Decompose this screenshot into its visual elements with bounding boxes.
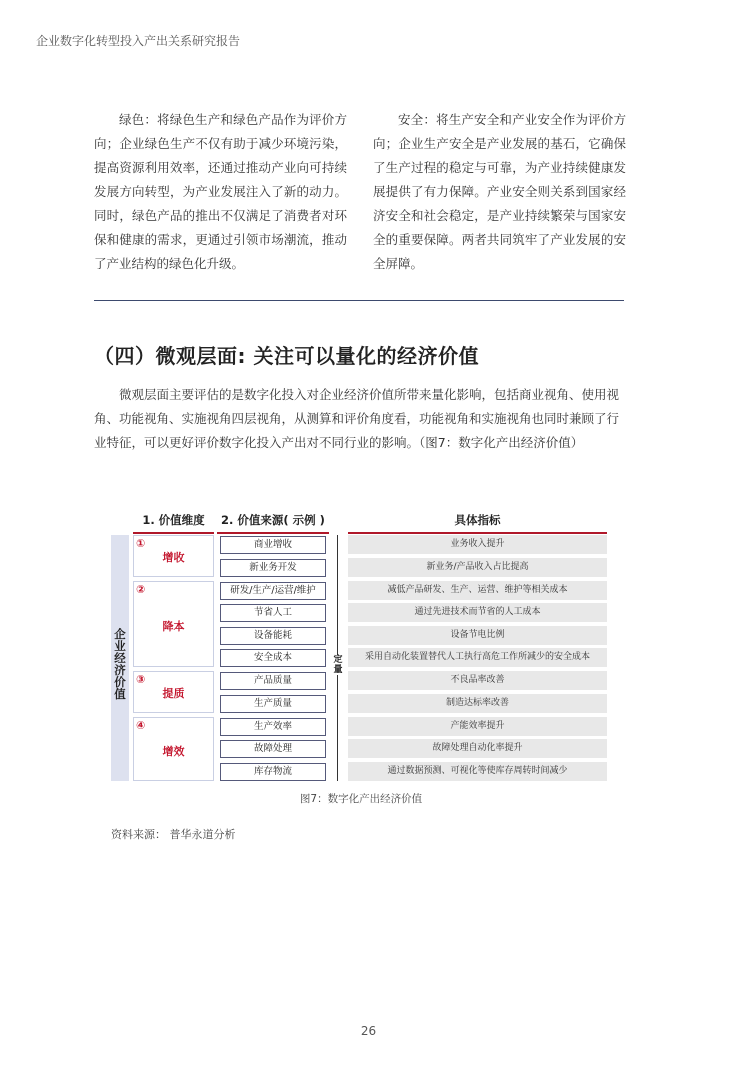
side-label: 企业经济价值: [114, 627, 126, 701]
group-reduce-cost: [133, 581, 214, 667]
group-increase-revenue: [133, 535, 214, 577]
source-box: 库存物流: [220, 763, 326, 781]
indicator-row: 减低产品研发、生产、运营、维护等相关成本: [348, 581, 607, 600]
section-heading: （四）微观层面: 关注可以量化的经济价值: [94, 344, 479, 368]
source-box: 新业务开发: [220, 559, 326, 577]
indicator-row: 采用自动化装置替代人工执行高危工作所减少的安全成本: [348, 648, 607, 667]
section-body: [94, 383, 630, 455]
group-number: ①: [136, 537, 146, 550]
group-label: 增效: [162, 745, 185, 758]
indicator-row: 通过先进技术而节省的人工成本: [348, 603, 607, 622]
running-header: 企业数字化转型投入产出关系研究报告: [36, 34, 241, 48]
group-number: ③: [136, 673, 146, 686]
page-number: 26: [360, 1024, 377, 1038]
source-box: 生产效率: [220, 718, 326, 736]
group-number: ④: [136, 719, 146, 732]
indicator-row: 通过数据预测、可视化等使库存周转时间减少: [348, 762, 607, 781]
source-box: 节省人工: [220, 604, 326, 622]
figure-economic-value: [111, 510, 611, 805]
section-paragraph: 微观层面主要评估的是数字化投入对企业经济价值所带来量化影响，包括商业视角、使用视角、功能视角、实施视角四层视角，从测算和评价角度看，功能视角和实施视角也同时兼顾了行业特征，可以更好评价数字化投入产出对不同行业的影响。（图7：数字化产出经济价值）: [94, 387, 620, 450]
left-column: [94, 108, 347, 276]
source-box: 故障处理: [220, 740, 326, 758]
group-label: 提质: [162, 687, 185, 700]
right-column: [373, 108, 626, 276]
indicator-row: 新业务/产品收入占比提高: [348, 558, 607, 577]
source-box: 商业增收: [220, 536, 326, 554]
quant-label: 定量: [333, 655, 343, 675]
source-note: 资料来源： 普华永道分析: [111, 828, 236, 841]
header-indicator: 具体指标: [348, 510, 607, 534]
group-number: ②: [136, 583, 146, 596]
source-box: 研发/生产/运营/维护: [220, 582, 326, 600]
safety-paragraph: 安全：将生产安全和产业安全作为评价方向；企业生产安全是产业发展的基石，它确保了生产过程的稳定与可靠，为产业持续健康发展提供了有力保障。产业安全则关系到国家经济安全和社会稳定，是产业持续繁荣与国家安全的重要保障。两者共同筑牢了产业发展的安全屏障。: [373, 112, 626, 271]
source-box: 设备能耗: [220, 627, 326, 645]
section-divider: [94, 300, 624, 301]
header-dimension: 1. 价值维度: [133, 510, 214, 534]
figure-caption: 图7：数字化产出经济价值: [299, 793, 423, 805]
source-box: 产品质量: [220, 672, 326, 690]
header-source: 2. 价值来源( 示例 ): [217, 510, 329, 534]
source-box: 生产质量: [220, 695, 326, 713]
group-improve-quality: [133, 671, 214, 713]
indicator-row: 不良品率改善: [348, 671, 607, 690]
indicator-row: 设备节电比例: [348, 626, 607, 645]
indicator-row: 故障处理自动化率提升: [348, 739, 607, 758]
indicator-row: 产能效率提升: [348, 717, 607, 736]
group-label: 增收: [162, 551, 185, 564]
green-paragraph: 绿色：将绿色生产和绿色产品作为评价方向；企业绿色生产不仅有助于减少环境污染，提高资源利用效率，还通过推动产业向可持续发展方向转型，为产业发展注入了新的动力。同时，绿色产品的推出不仅满足了消费者对环保和健康的需求，更通过引领市场潮流，推动了产业结构的绿色化升级。: [94, 112, 347, 271]
indicator-row: 制造达标率改善: [348, 694, 607, 713]
indicator-row: 业务收入提升: [348, 535, 607, 554]
source-box: 安全成本: [220, 649, 326, 667]
group-increase-efficiency: [133, 717, 214, 781]
group-label: 降本: [162, 620, 185, 633]
